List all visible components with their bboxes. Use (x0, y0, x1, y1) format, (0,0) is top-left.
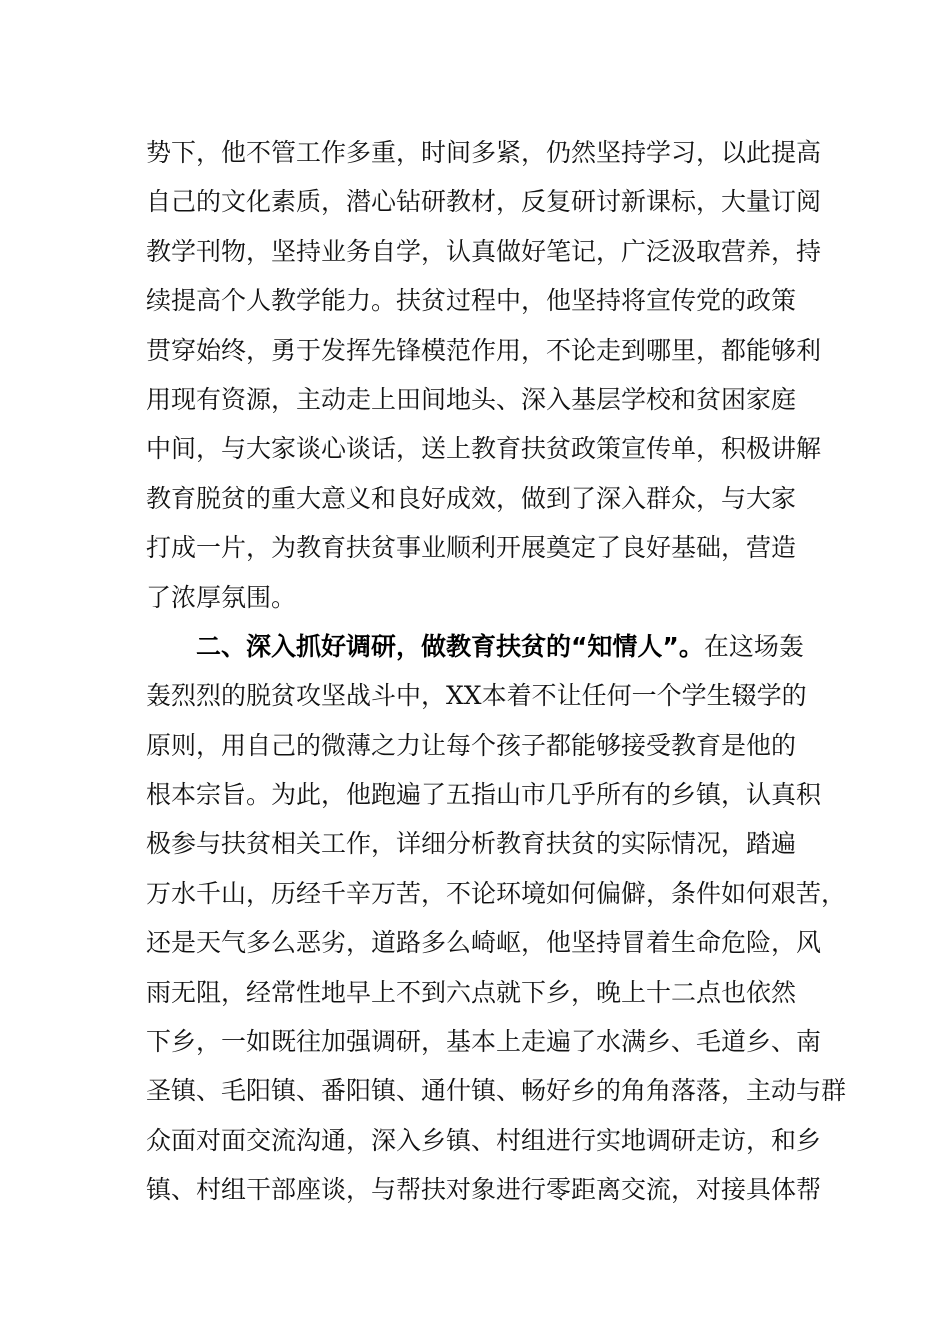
text-line: 根本宗旨。为此，他跑遍了五指山市几乎所有的乡镇，认真积 (146, 780, 822, 810)
text-line: 原则，用自己的微薄之力让每个孩子都能够接受教育是他的 (146, 730, 797, 760)
text-line: 续提高个人教学能力。扶贫过程中，他坚持将宣传党的政策 (146, 286, 797, 316)
text-line: 教育脱贫的重大意义和良好成效，做到了深入群众，与大家 (146, 483, 797, 513)
text-line: 中间，与大家谈心谈话，送上教育扶贫政策宣传单，积极讲解 (146, 434, 822, 464)
text-line: 还是天气多么恶劣，道路多么崎岖，他坚持冒着生命危险，风 (146, 928, 822, 958)
text-line: 打成一片，为教育扶贫事业顺利开展奠定了良好基础，营造 (146, 533, 797, 563)
text-line: 轰烈烈的脱贫攻坚战斗中，XX本着不让任何一个学生辍学的 (146, 681, 807, 711)
text-line: 用现有资源，主动走上田间地头、深入基层学校和贫困家庭 (146, 384, 797, 414)
text-line: 极参与扶贫相关工作，详细分析教育扶贫的实际情况，踏遍 (146, 829, 797, 859)
text-line: 圣镇、毛阳镇、番阳镇、通什镇、畅好乡的角角落落，主动与群 (146, 1076, 847, 1106)
paragraph-1 (146, 128, 822, 622)
text-line: 众面对面交流沟通，深入乡镇、村组进行实地调研走访，和乡 (146, 1125, 822, 1155)
section-heading: 二、深入抓好调研，做教育扶贫的“知情人”。 (196, 631, 704, 661)
text-line: 万水千山，历经千辛万苦，不论环境如何偏僻，条件如何艰苦， (146, 878, 847, 908)
text-line: 镇、村组干部座谈，与帮扶对象进行零距离交流，对接具体帮 (146, 1175, 822, 1205)
section-heading-line (146, 622, 822, 671)
paragraph-2 (146, 622, 847, 1215)
text-line: 了浓厚氛围。 (146, 582, 297, 612)
text-line: 自己的文化素质，潜心钻研教材，反复研讨新课标，大量订阅 (146, 187, 822, 217)
heading-line-continuation: 在这场轰 (703, 631, 804, 661)
text-line: 贯穿始终，勇于发挥先锋模范作用，不论走到哪里，都能够利 (146, 335, 822, 365)
text-line: 教学刊物，坚持业务自学，认真做好笔记，广泛汲取营养，持 (146, 236, 822, 266)
document-body (146, 128, 847, 1215)
text-line: 势下，他不管工作多重，时间多紧，仍然坚持学习，以此提高 (146, 138, 822, 167)
text-line: 下乡，一如既往加强调研，基本上走遍了水满乡、毛道乡、南 (146, 1027, 822, 1057)
text-line: 雨无阻，经常性地早上不到六点就下乡，晚上十二点也依然 (146, 977, 797, 1007)
